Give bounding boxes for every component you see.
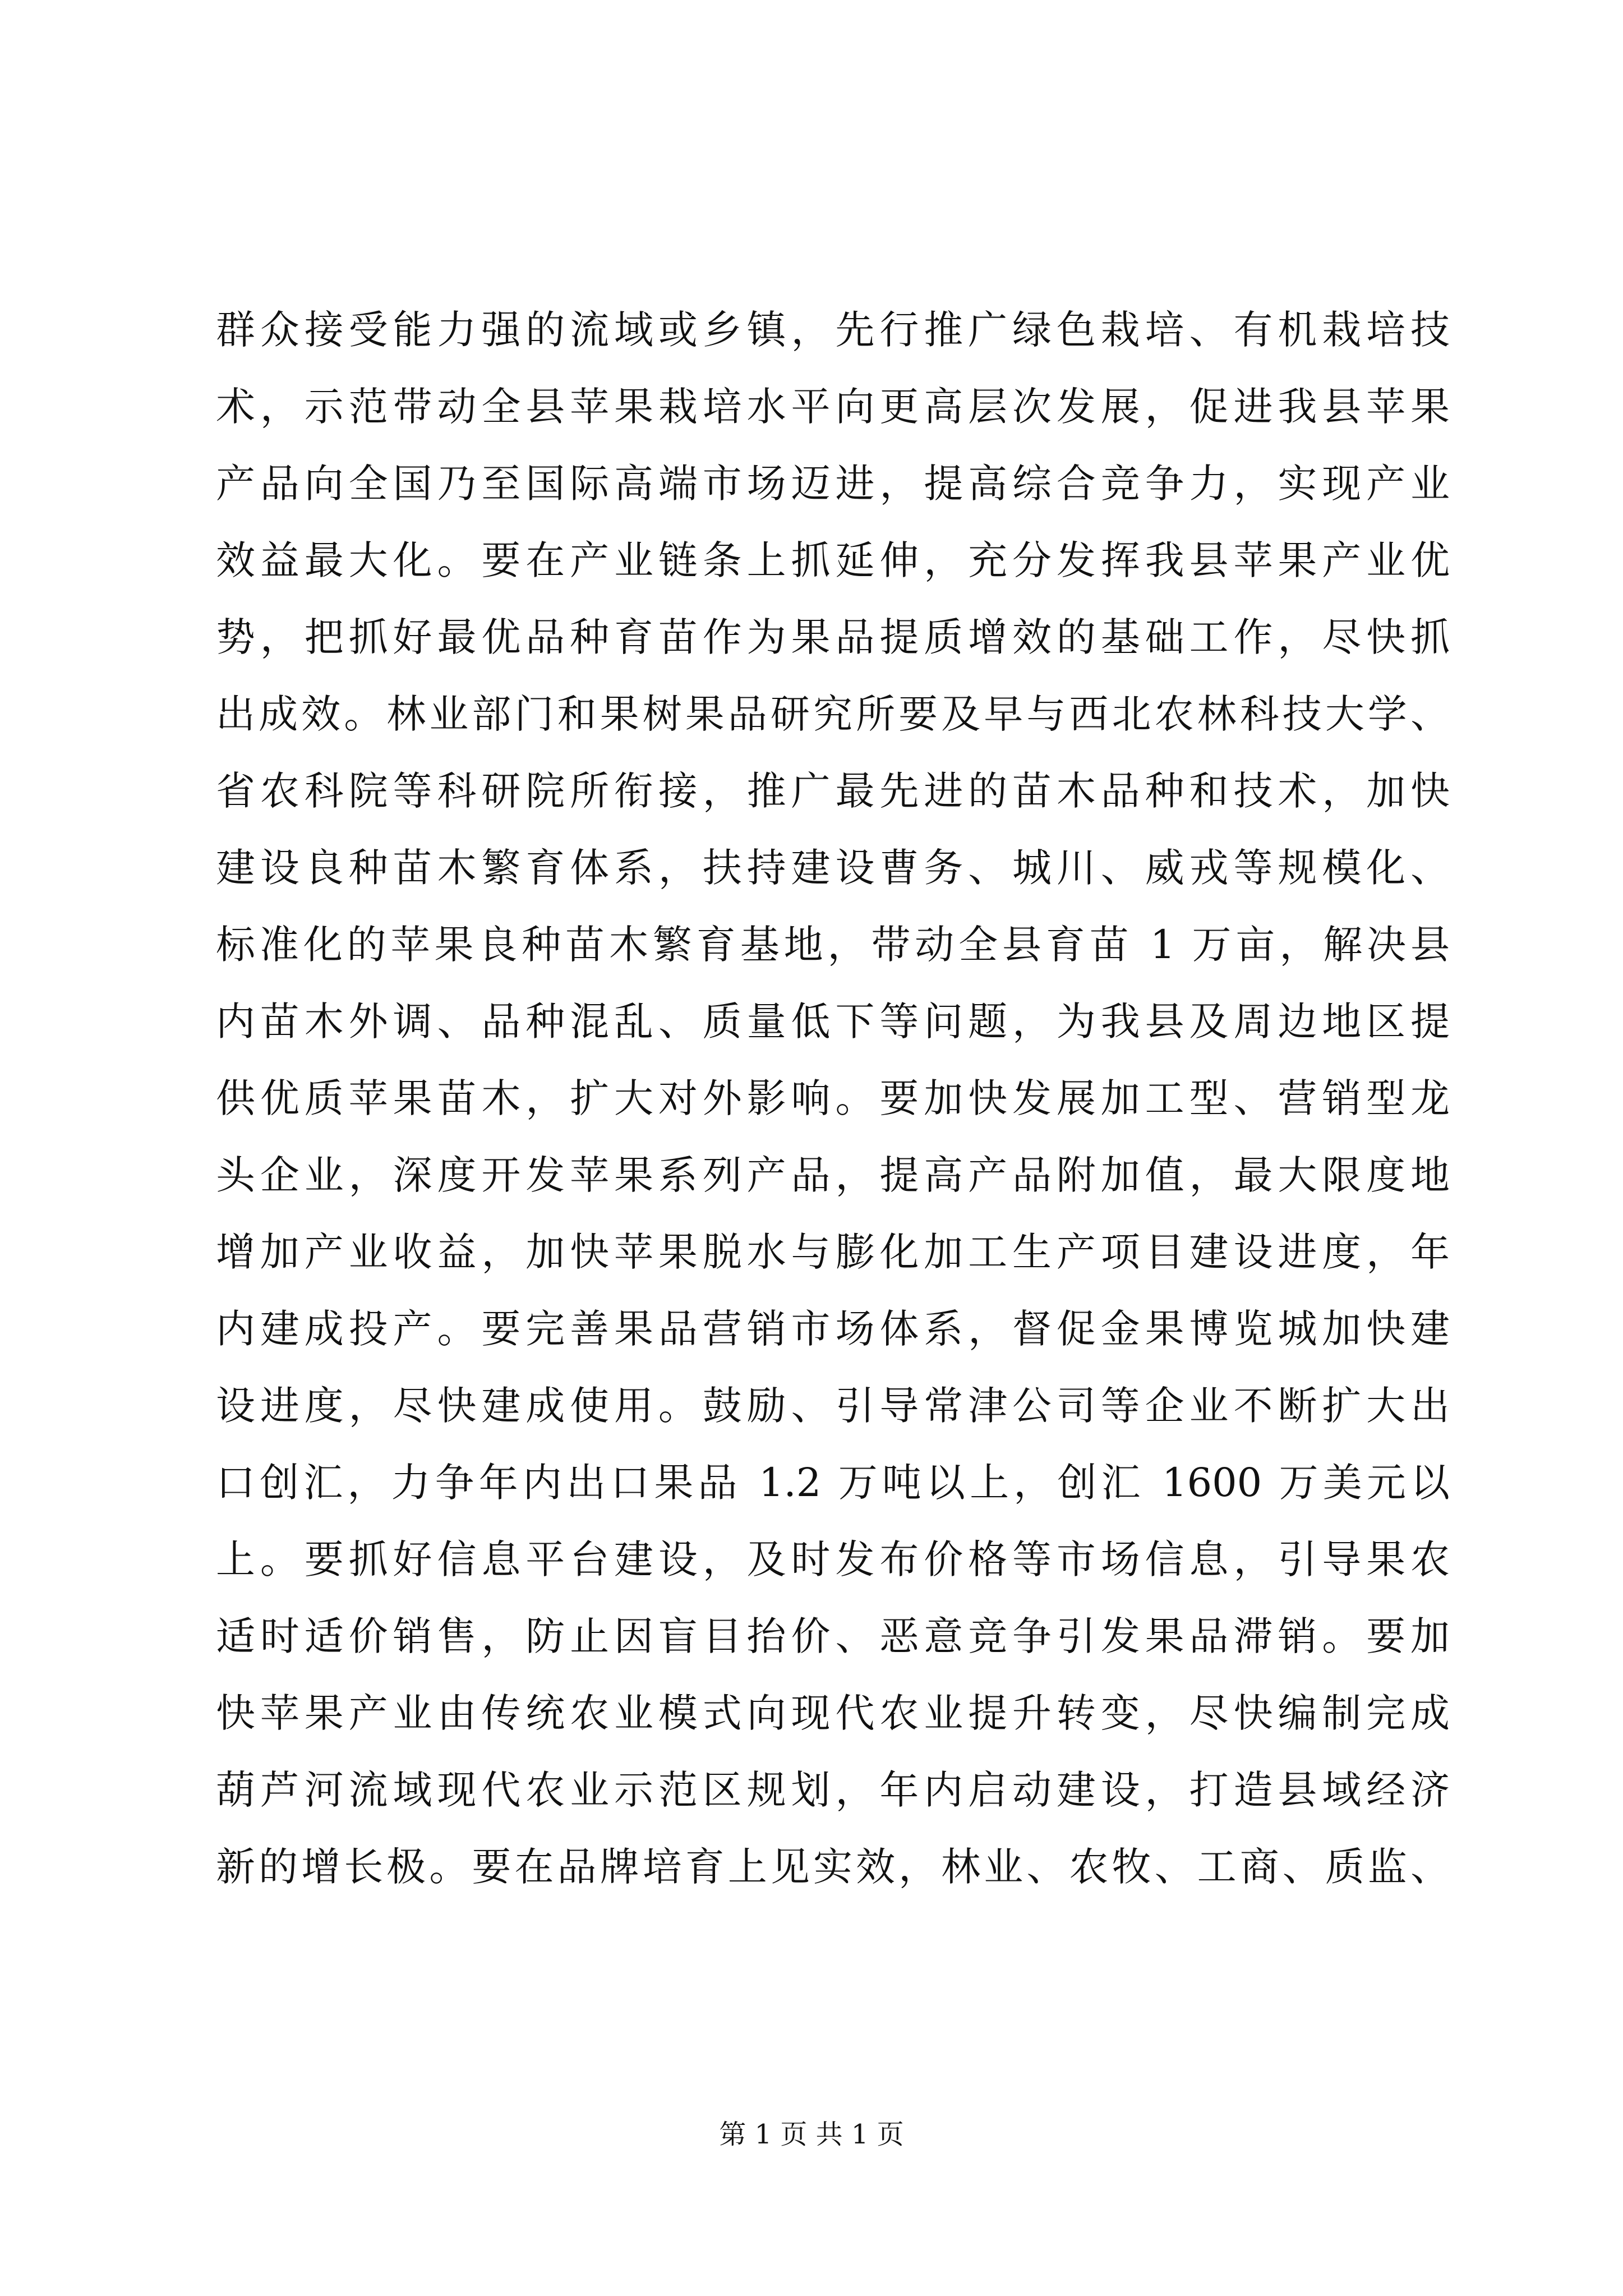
text-line: 群众接受能力强的流域或乡镇，先行推广绿色栽培、有机栽培技 [216,307,1450,353]
body-text [216,292,1450,1906]
text-line: 设进度，尽快建成使用。鼓励、引导常津公司等企业不断扩大出 [216,1383,1450,1429]
text-line: 产品向全国乃至国际高端市场迈进，提高综合竞争力，实现产业 [216,461,1450,507]
text-line: 内建成投产。要完善果品营销市场体系，督促金果博览城加快建 [216,1306,1450,1352]
text-line: 出成效。林业部门和果树果品研究所要及早与西北农林科技大学、 [216,691,1450,737]
text-line: 上。要抓好信息平台建设，及时发布价格等市场信息，引导果农 [216,1536,1450,1582]
text-line: 标准化的苹果良种苗木繁育基地，带动全县育苗 1 万亩，解决县 [216,922,1450,968]
text-line: 快苹果产业由传统农业模式向现代农业提升转变，尽快编制完成 [216,1690,1450,1736]
text-line: 效益最大化。要在产业链条上抓延伸，充分发挥我县苹果产业优 [216,537,1450,583]
text-line: 内苗木外调、品种混乱、质量低下等问题，为我县及周边地区提 [216,999,1450,1045]
text-line: 术，示范带动全县苹果栽培水平向更高层次发展，促进我县苹果 [216,384,1450,430]
text-line: 适时适价销售，防止因盲目抬价、恶意竞争引发果品滞销。要加 [216,1613,1450,1659]
text-line: 增加产业收益，加快苹果脱水与膨化加工生产项目建设进度，年 [216,1229,1450,1275]
text-line: 势，把抓好最优品种育苗作为果品提质增效的基础工作，尽快抓 [216,614,1450,660]
text-line: 供优质苹果苗木，扩大对外影响。要加快发展加工型、营销型龙 [216,1075,1450,1121]
page-footer: 第 1 页 共 1 页 [719,2119,904,2150]
text-line: 口创汇，力争年内出口果品 1.2 万吨以上，创汇 1600 万美元以 [216,1460,1450,1506]
text-line: 新的增长极。要在品牌培育上见实效，林业、农牧、工商、质监、 [216,1844,1450,1890]
text-line: 建设良种苗木繁育体系，扶持建设曹务、城川、威戎等规模化、 [216,845,1450,891]
text-line: 省农科院等科研院所衔接，推广最先进的苗木品种和技术，加快 [216,768,1450,814]
text-line: 头企业，深度开发苹果系列产品，提高产品附加值，最大限度地 [216,1152,1450,1198]
text-line: 葫芦河流域现代农业示范区规划，年内启动建设，打造县域经济 [216,1767,1450,1813]
